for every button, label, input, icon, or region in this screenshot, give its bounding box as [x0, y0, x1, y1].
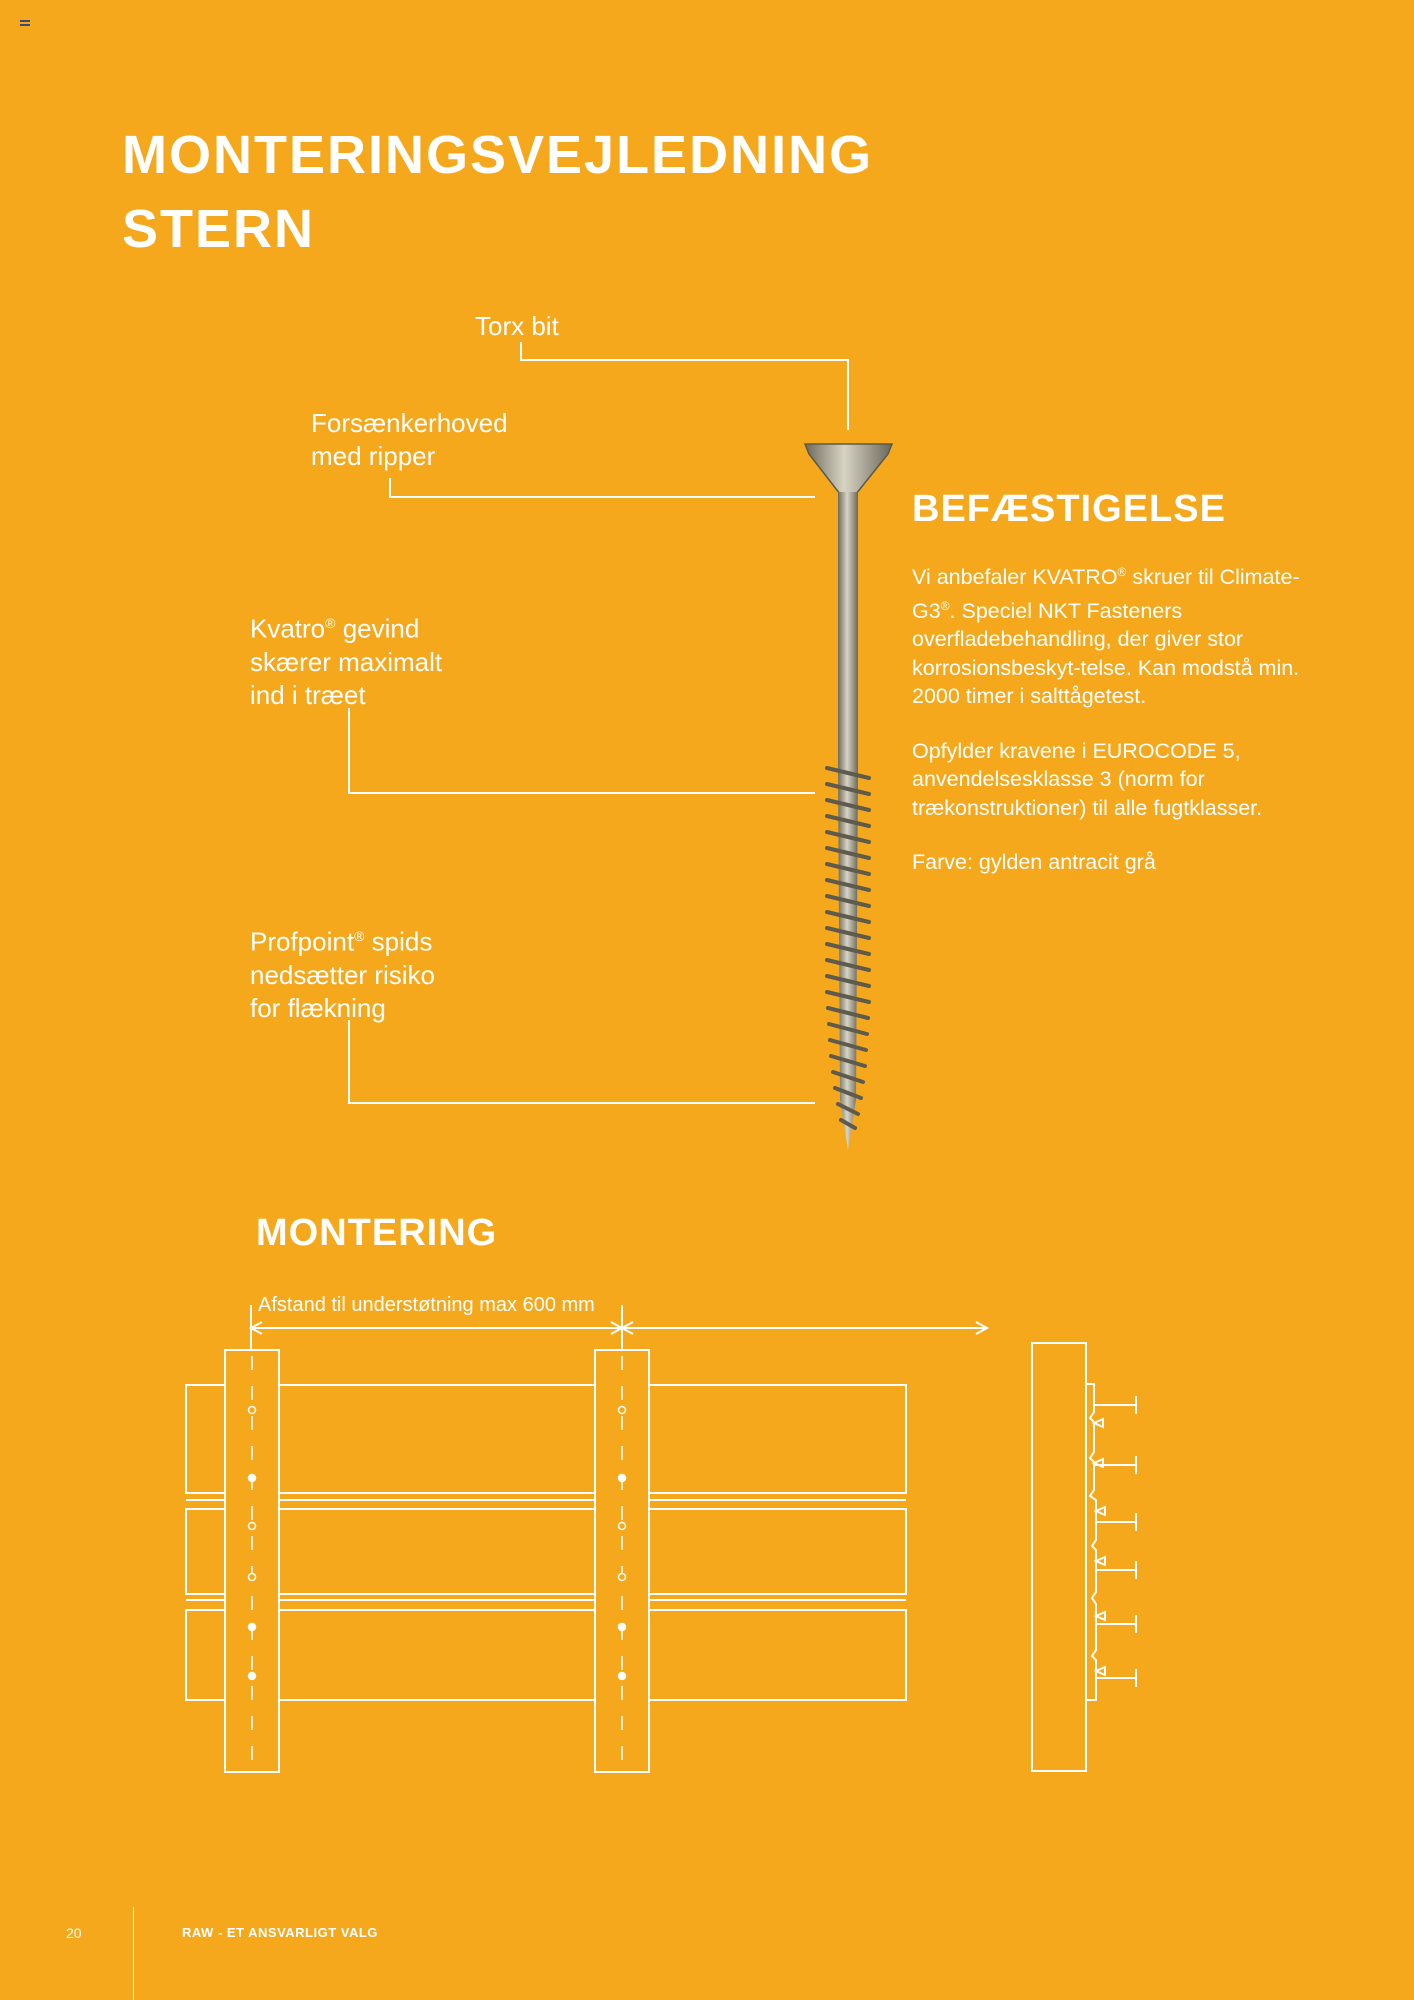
fastening-paragraph-3: Farve: gylden antracit grå	[912, 850, 1156, 875]
torx-leader	[521, 342, 848, 430]
callout-thread: Kvatro® gevind skærer maximalt ind i træet	[250, 613, 443, 710]
board-3	[186, 1610, 906, 1700]
screw-shaft	[838, 492, 858, 762]
footer-divider	[133, 1907, 134, 2000]
callout-torx: Torx bit	[475, 311, 559, 341]
fastening-body	[912, 558, 1302, 903]
screw-markers	[249, 1407, 626, 1680]
callout-point: Profpoint® spids nedsætter risiko for flækning	[250, 926, 435, 1023]
footer-text: RAW - ET ANSVARLIGT VALG	[182, 1925, 378, 1940]
fastening-paragraph-2: Opfylder kravene i EUROCODE 5, anvendelsesklasse 3 (norm for trækonstruktioner) til alle fugtklasser.	[912, 738, 1263, 820]
mounting-diagram	[186, 1305, 987, 1772]
board-2	[186, 1509, 906, 1594]
screw-head	[805, 444, 892, 494]
head-leader	[390, 478, 815, 497]
board-1	[186, 1385, 906, 1493]
page-number: 20	[66, 1925, 82, 1941]
callout-head: Forsænkerhoved med ripper	[311, 408, 508, 471]
thread-leader	[349, 708, 815, 793]
point-leader	[349, 1020, 815, 1103]
fastening-paragraph-1: Vi anbefaler KVATRO® skruer til Climate-G3®. Speciel NKT Fasteners overfladebehandling, der giver stor korrosionsbeskyt-telse. Kan modstå min. 2000 timer i salttågetest.	[912, 565, 1300, 709]
dimension-label: Afstand til understøtning max 600 mm	[258, 1294, 595, 1316]
side-view	[1032, 1343, 1136, 1771]
mounting-heading: MONTERING	[256, 1212, 498, 1254]
fastening-heading: BEFÆSTIGELSE	[912, 488, 1226, 530]
screw-icon	[805, 444, 892, 1150]
title-line-2: STERN	[122, 199, 316, 259]
title-line-1: MONTERINGSVEJLEDNING	[122, 125, 874, 185]
